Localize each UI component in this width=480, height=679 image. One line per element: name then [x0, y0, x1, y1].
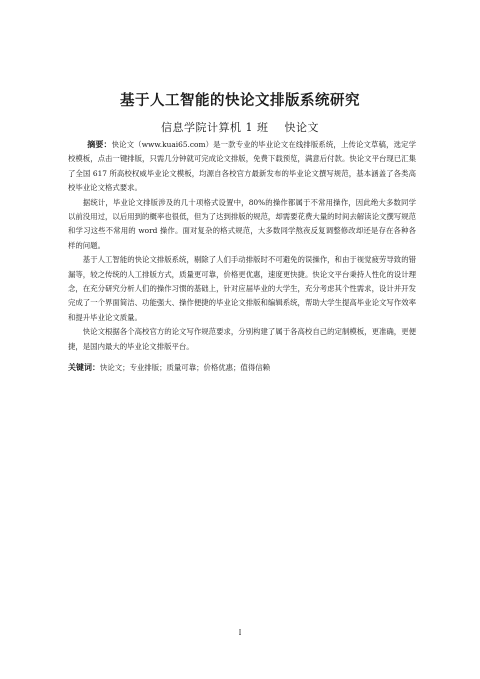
abstract-paragraph-3: 基于人工智能的快论文排版系统，剔除了人们手动排版时不可避免的误操作，和由于视觉疲劳导致的错漏等，较之传统的人工排版方式，质量更可靠，价格更优惠，速度更快捷。快论文平台秉持人性化的设计理念，在充分研究分析人们的操作习惯的基础上，针对应届毕业的大学生，充分考虑其个性需求，设计并开发完成了一个界面简洁、功能强大、操作便捷的毕业论文排版和编辑系统，帮助大学生提高毕业论文写作效率和提升毕业论文质量。: [68, 255, 416, 322]
abstract-paragraph-4: 快论文根据各个高校官方的论文写作规范要求，分别构建了属于各高校自己的定制模板，更准确，更便捷，是国内最大的毕业论文排版平台。: [68, 327, 416, 351]
page-number: I: [238, 629, 242, 637]
paper-title: 基于人工智能的快论文排版系统研究: [120, 93, 360, 109]
keywords-line: [68, 361, 416, 375]
abstract-paragraph-1: [68, 138, 416, 196]
abstract-label: 摘要：: [87, 140, 112, 149]
author-line: [0, 119, 480, 135]
keywords-text: 快论文；专业排版；质量可靠；价格优惠；值得信赖: [100, 363, 270, 372]
abstract-paragraph-2: 据统计，毕业论文排版涉及的几十项格式设置中，80%的操作都属于不常用操作，因此绝大多数同学以前没用过，以后用到的概率也很低，但为了达到排版的规范，却需要花费大量的时间去解读论文撰写规范和学习这些不常用的 word 操作。面对复杂的格式规范，大多数同学熬夜反复调整修改却还是存在各种各样的问题。: [68, 197, 416, 250]
author-name: 快论文: [284, 121, 319, 134]
keywords-label: 关键词：: [68, 363, 100, 372]
author-affiliation: 信息学院计算机 1 班: [161, 121, 269, 134]
abstract-body: [68, 138, 416, 354]
abstract-paragraph-1-text: 快论文（www.kuai65.com）是一款专业的毕业论文在线排版系统，上传论文草稿，选定学校模板，点击一键排版，只需几分钟就可完成论文排版，免费下载预览，满意后付款。快论文平台现已汇集了全国 617 所高校权威毕业论文模板，均源自各校官方最新发布的毕业论文撰写规范，基本涵盖了各类高校毕业论文格式要求。: [68, 140, 417, 193]
